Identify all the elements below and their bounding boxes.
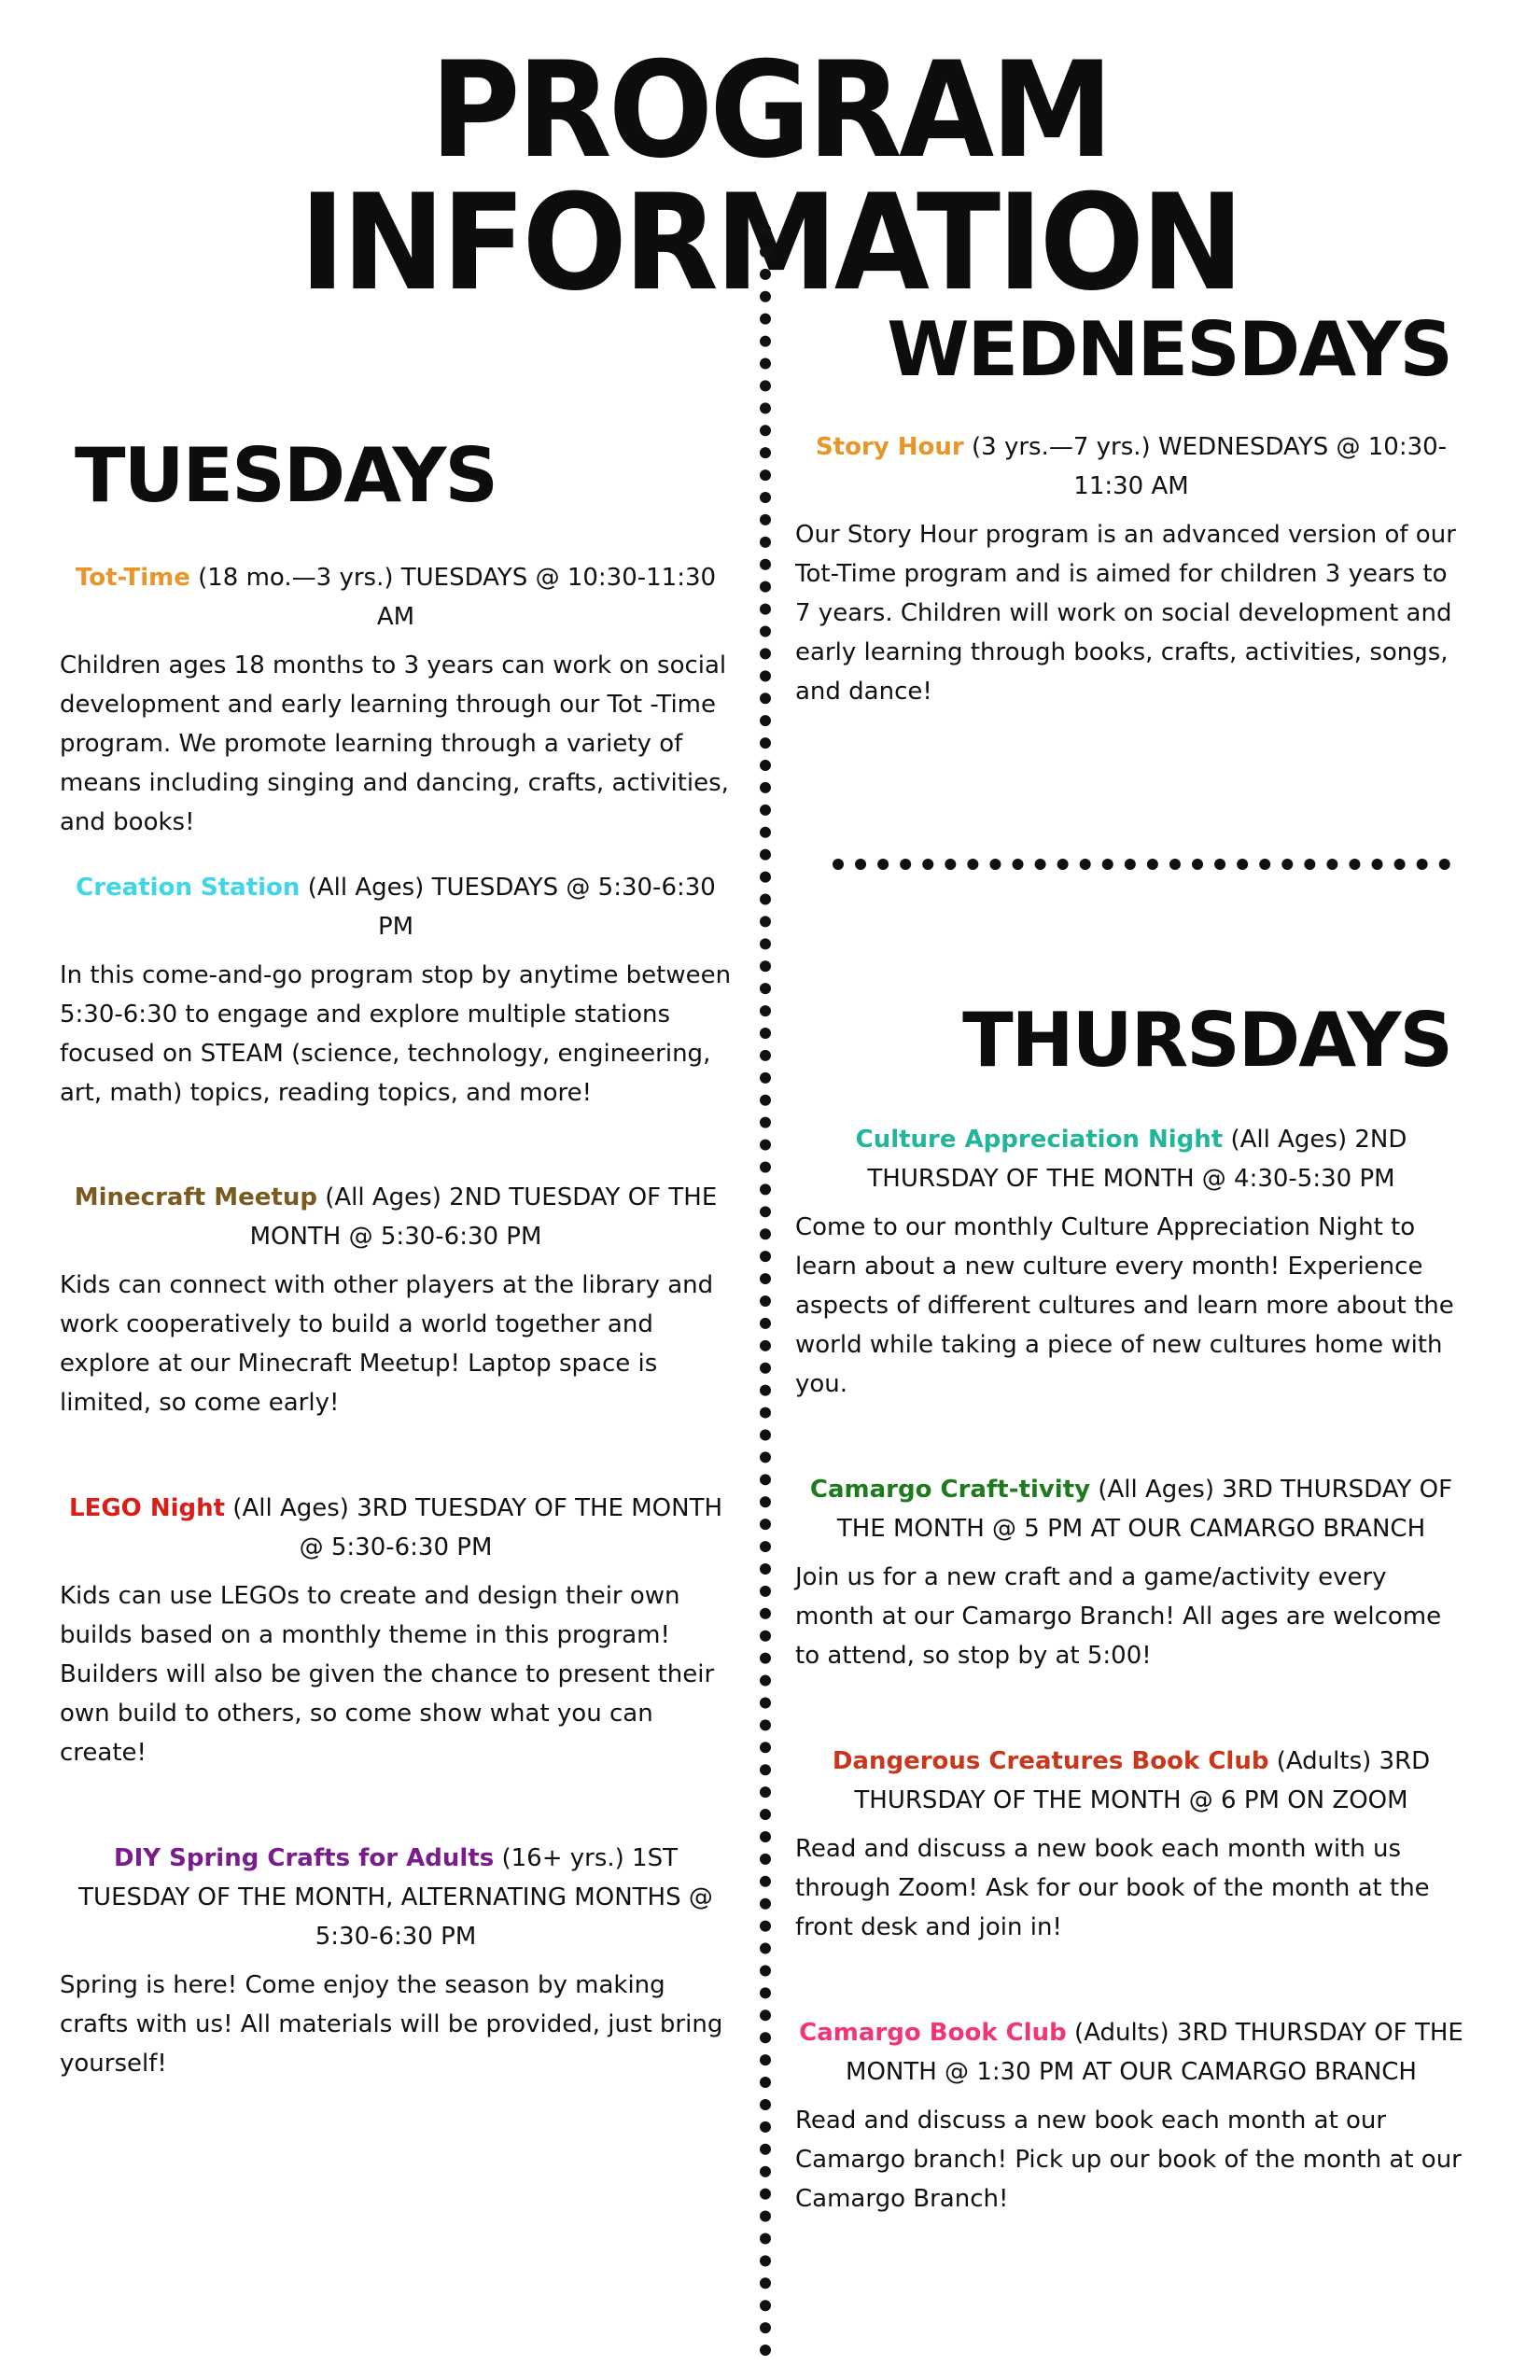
program-details: (All Ages) 3RD TUESDAY OF THE MONTH @ 5:30-6:30 PM (225, 1494, 722, 1561)
program-story-hour (795, 427, 1467, 711)
program-description: Our Story Hour program is an advanced version of our Tot-Time program and is aimed for children 3 years to 7 years. Children will work on social development and early learning through books, crafts, activities, songs, and dance! (795, 521, 1456, 706)
program-description: Spring is here! Come enjoy the season by making crafts with us! All materials will be provided, just bring yourself! (60, 1971, 723, 2078)
program-name: Camargo Book Club (799, 2019, 1067, 2047)
program-header (795, 1470, 1467, 1548)
program-description: In this come-and-go program stop by anytime between 5:30-6:30 to engage and explore multiple stations focused on STEAM (science, technology, engineering, art, math) topics, reading topics, and more! (60, 961, 732, 1107)
page-title: PROGRAM INFORMATION (299, 34, 1241, 320)
program-camargo-book-club (795, 2013, 1467, 2219)
program-description: Come to our monthly Culture Appreciation Night to learn about a new culture every month! Experience aspects of different cultures and learn more about the world while taking a piece of new cultures home with you. (795, 1213, 1454, 1398)
program-details: (Adults) 3RD THURSDAY OF THE MONTH @ 6 PM ON ZOOM (854, 1747, 1431, 1814)
program-header (795, 1742, 1467, 1820)
program-tot-time (60, 558, 732, 842)
program-culture-appreciation-night (795, 1120, 1467, 1404)
program-dangerous-creatures-book-club (795, 1742, 1467, 1947)
tuesdays-heading: TUESDAYS (75, 432, 497, 519)
program-details: (16+ yrs.) 1ST TUESDAY OF THE MONTH, ALTERNATING MONTHS @ 5:30-6:30 PM (78, 1844, 713, 1951)
program-description: Kids can use LEGOs to create and design their own builds based on a monthly theme in this program! Builders will also be given the chance to present their own build to others, so come show what you can create! (60, 1582, 715, 1767)
program-details: (3 yrs.—7 yrs.) WEDNESDAYS @ 10:30-11:30 AM (963, 433, 1448, 500)
program-name: LEGO Night (69, 1494, 226, 1522)
program-details: (All Ages) 3RD THURSDAY OF THE MONTH @ 5 PM AT OUR CAMARGO BRANCH (836, 1476, 1453, 1543)
vertical-dotted-divider (760, 224, 771, 2357)
program-header (795, 1120, 1467, 1198)
program-header (60, 558, 732, 637)
program-name: Minecraft Meetup (74, 1183, 317, 1211)
program-name: DIY Spring Crafts for Adults (114, 1844, 495, 1872)
program-details: (Adults) 3RD THURSDAY OF THE MONTH @ 1:30 PM AT OUR CAMARGO BRANCH (846, 2019, 1463, 2086)
program-details: (18 mo.—3 yrs.) TUESDAYS @ 10:30-11:30 AM (189, 564, 717, 631)
program-description: Read and discuss a new book each month at our Camargo branch! Pick up our book of the month at our Camargo Branch! (795, 2107, 1462, 2213)
thursdays-heading: THURSDAYS (962, 997, 1451, 1084)
program-minecraft-meetup (60, 1178, 732, 1422)
program-header (60, 1489, 732, 1567)
program-header (795, 2013, 1467, 2092)
program-name: Dangerous Creatures Book Club (832, 1747, 1269, 1775)
program-camargo-craft-tivity (795, 1470, 1467, 1675)
program-details: (All Ages) 2ND THURSDAY OF THE MONTH @ 4:30-5:30 PM (867, 1126, 1407, 1193)
program-details: (All Ages) TUESDAYS @ 5:30-6:30 PM (300, 874, 716, 941)
horizontal-dotted-divider (833, 859, 1450, 870)
program-header (60, 1178, 732, 1256)
program-description: Read and discuss a new book each month with us through Zoom! Ask for our book of the month at the front desk and join in! (795, 1835, 1430, 1941)
program-header (60, 868, 732, 946)
program-name: Creation Station (76, 874, 301, 902)
program-name: Camargo Craft-tivity (809, 1476, 1091, 1504)
program-description: Children ages 18 months to 3 years can work on social development and early learning through our Tot -Time program. We promote learning through a variety of means including singing and dancing, crafts, activities, and books! (60, 651, 729, 836)
wednesdays-heading: WEDNESDAYS (887, 306, 1451, 393)
program-name: Culture Appreciation Night (855, 1126, 1224, 1154)
program-name: Story Hour (815, 433, 964, 461)
program-header (795, 427, 1467, 506)
program-diy-spring-crafts (60, 1839, 732, 2083)
program-description: Kids can connect with other players at the library and work cooperatively to build a world together and explore at our Minecraft Meetup! Laptop space is limited, so come early! (60, 1271, 714, 1417)
program-details: (All Ages) 2ND TUESDAY OF THE MONTH @ 5:30-6:30 PM (249, 1183, 718, 1251)
program-name: Tot-Time (75, 564, 190, 592)
program-creation-station (60, 868, 732, 1113)
program-lego-night (60, 1489, 732, 1772)
program-description: Join us for a new craft and a game/activity every month at our Camargo Branch! All ages are welcome to attend, so stop by at 5:00! (795, 1563, 1442, 1670)
program-header (60, 1839, 732, 1956)
